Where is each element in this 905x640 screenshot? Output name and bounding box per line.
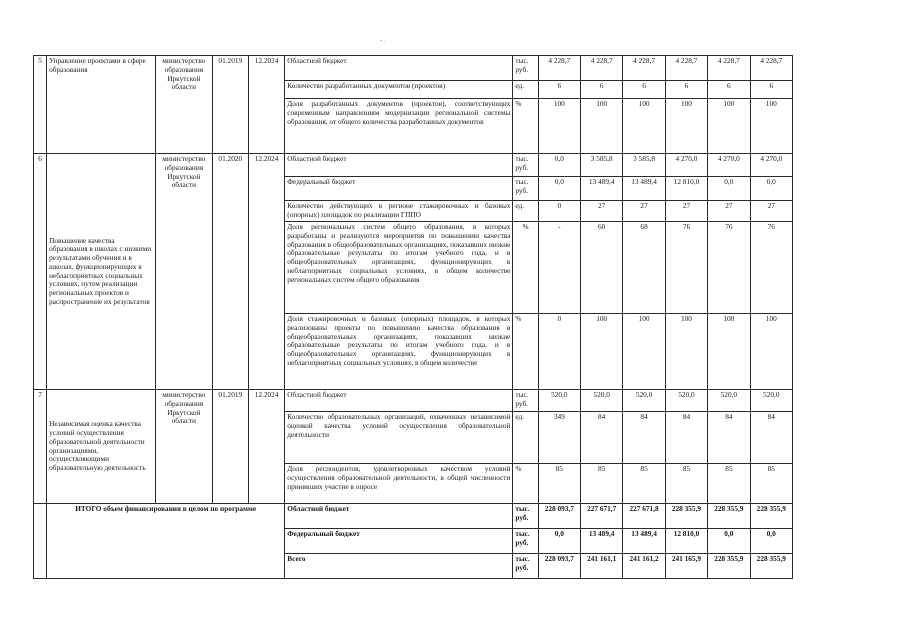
total-line-label: Всего	[285, 554, 513, 579]
unit: тыс. руб.	[513, 390, 538, 412]
value: 228 355,9	[665, 504, 707, 529]
unit: ед.	[513, 81, 538, 99]
value: -	[538, 222, 580, 314]
value: 0,0	[750, 529, 792, 554]
value: 4 228,7	[665, 56, 707, 81]
value: 228 093,7	[538, 554, 580, 579]
indicator-label: Областной бюджет	[285, 56, 513, 81]
value: 4 228,7	[708, 56, 750, 81]
value: 3 585,8	[623, 154, 665, 177]
table-row	[34, 504, 793, 529]
value: 520,0	[750, 390, 792, 412]
value: 100	[750, 99, 792, 154]
end-date: 12.2024	[248, 56, 284, 154]
value: 228 355,9	[750, 554, 792, 579]
executor: министерство образования Иркутской области	[156, 390, 213, 504]
value: 60	[580, 222, 622, 314]
unit: %	[513, 99, 538, 154]
value: 4 270,0	[750, 154, 792, 177]
value: 520,0	[580, 390, 622, 412]
executor: министерство образования Иркутской области	[156, 154, 213, 390]
value: 76	[708, 222, 750, 314]
value: 100	[708, 314, 750, 390]
value: 0,0	[750, 177, 792, 201]
unit: тыс. руб.	[513, 554, 538, 579]
indicator-label: Доля региональных систем общего образования, в которых разработаны и реализуются мероприятия по повышению качества образования в общеобразовательных организациях, показавших низкие образовательные результаты по итогам учебного года, и в общеобразовательных организациях, функционирующих в неблагоприятных социальных условиях, в общем количестве региональных систем общего образования	[285, 222, 513, 314]
value: 4 228,7	[623, 56, 665, 81]
value: 76	[750, 222, 792, 314]
unit: %	[513, 222, 538, 314]
executor: министерство образования Иркутской области	[156, 56, 213, 154]
value: 228 355,9	[708, 504, 750, 529]
start-date: 01.2019	[212, 56, 248, 154]
total-blank	[34, 504, 47, 579]
value: 6	[750, 81, 792, 99]
unit: ед.	[513, 412, 538, 464]
value: 0	[538, 201, 580, 222]
value: 100	[580, 314, 622, 390]
indicator-label: Доля респондентов, удовлетворенных качеством условий осуществления образовательной деятельности, в общей численности принявших участие в опросе	[285, 464, 513, 504]
value: 84	[623, 412, 665, 464]
unit: тыс. руб.	[513, 177, 538, 201]
value: 227 671,7	[580, 504, 622, 529]
value: 0,0	[538, 529, 580, 554]
unit: тыс. руб.	[513, 504, 538, 529]
unit: тыс. руб.	[513, 56, 538, 81]
value: 3 585,8	[580, 154, 622, 177]
value: 241 165,9	[665, 554, 707, 579]
value: 0,0	[708, 529, 750, 554]
value: 100	[665, 99, 707, 154]
value: 520,0	[623, 390, 665, 412]
value: 0,0	[708, 177, 750, 201]
value: 84	[708, 412, 750, 464]
value: 0	[538, 314, 580, 390]
value: 520,0	[538, 390, 580, 412]
scan-mark: - .	[380, 36, 386, 44]
value: 85	[750, 464, 792, 504]
value: 4 228,7	[750, 56, 792, 81]
table-row	[34, 390, 793, 412]
activity-name: Управление проектами в сфере образования	[47, 56, 156, 154]
value: 85	[538, 464, 580, 504]
value: 76	[665, 222, 707, 314]
value: 85	[623, 464, 665, 504]
value: 228 355,9	[708, 554, 750, 579]
indicator-label: Доля разработанных документов (проектов), соответствующих современным направлениям модернизации региональной системы образования, от общего количества разработанных документов	[285, 99, 513, 154]
row-number: 6	[34, 154, 47, 390]
indicator-label: Количество образовательных организаций, охваченных независимой оценкой качества условий осуществления образовательной деятельности	[285, 412, 513, 464]
value: 12 810,0	[665, 529, 707, 554]
row-number: 5	[34, 56, 47, 154]
unit: тыс. руб.	[513, 529, 538, 554]
table-row	[34, 154, 793, 177]
value: 27	[580, 201, 622, 222]
indicator-label: Областной бюджет	[285, 390, 513, 412]
value: 100	[750, 314, 792, 390]
value: 228 355,9	[750, 504, 792, 529]
value: 241 161,1	[580, 554, 622, 579]
total-line-label: Федеральный бюджет	[285, 529, 513, 554]
value: 84	[580, 412, 622, 464]
value: 27	[750, 201, 792, 222]
indicator-label: Количество разработанных документов (проектов)	[285, 81, 513, 99]
value: 27	[623, 201, 665, 222]
value: 100	[665, 314, 707, 390]
indicator-label: Доля стажировочных и базовых (опорных) площадок, в которых реализованы проекты по повышению качества образования в общеобразовательных организациях, показавших низкие образовательные результаты по итогам учебного года, и в общеобразовательных организациях, функционирующих в неблагоприятных социальных условиях, в общем количестве	[285, 314, 513, 390]
value: 6	[708, 81, 750, 99]
value: 4 228,7	[580, 56, 622, 81]
value: 13 489,4	[623, 177, 665, 201]
value: 13 489,4	[580, 529, 622, 554]
program-table	[33, 55, 793, 579]
value: 0,0	[538, 154, 580, 177]
value: 6	[665, 81, 707, 99]
unit: ед.	[513, 201, 538, 222]
value: 100	[623, 314, 665, 390]
activity-name: Независимая оценка качества условий осуществления образовательной деятельности организациями, осуществляющими образовательную деятельность	[47, 390, 156, 504]
value: 84	[750, 412, 792, 464]
value: 228 093,7	[538, 504, 580, 529]
value: 85	[708, 464, 750, 504]
row-number: 7	[34, 390, 47, 504]
indicator-label: Количество действующих в регионе стажировочных и базовых (опорных) площадок по реализации ГППО	[285, 201, 513, 222]
value: 12 810,0	[665, 177, 707, 201]
unit: %	[513, 314, 538, 390]
unit: %	[513, 464, 538, 504]
indicator-label: Федеральный бюджет	[285, 177, 513, 201]
value: 241 161,2	[623, 554, 665, 579]
value: 227 671,8	[623, 504, 665, 529]
value: 13 489,4	[580, 177, 622, 201]
value: 4 270,0	[708, 154, 750, 177]
value: 520,0	[708, 390, 750, 412]
start-date: 01.2020	[212, 154, 248, 390]
value: 85	[665, 464, 707, 504]
table-row	[34, 56, 793, 81]
indicator-label: Областной бюджет	[285, 154, 513, 177]
value: 6	[623, 81, 665, 99]
start-date: 01.2019	[212, 390, 248, 504]
value: 6	[580, 81, 622, 99]
value: 68	[623, 222, 665, 314]
value: 100	[623, 99, 665, 154]
end-date: 12.2024	[248, 390, 284, 504]
value: 27	[708, 201, 750, 222]
value: 4 270,0	[665, 154, 707, 177]
value: 4 228,7	[538, 56, 580, 81]
value: 100	[708, 99, 750, 154]
value: 349	[538, 412, 580, 464]
value: 13 489,4	[623, 529, 665, 554]
value: 520,0	[665, 390, 707, 412]
value: 0,0	[538, 177, 580, 201]
end-date: 12.2024	[248, 154, 284, 390]
activity-name: Повышение качества образования в школах с низкими результатами обучения и в школах, функционирующих в неблагоприятных социальных условиях, путем реализации региональных проектов и распространение их результатов	[47, 154, 156, 390]
value: 85	[580, 464, 622, 504]
value: 100	[580, 99, 622, 154]
value: 27	[665, 201, 707, 222]
unit: тыс. руб.	[513, 154, 538, 177]
value: 84	[665, 412, 707, 464]
total-line-label: Областной бюджет	[285, 504, 513, 529]
total-label: ИТОГО объем финансирования в целом по программе	[47, 504, 285, 579]
value: 6	[538, 81, 580, 99]
value: 100	[538, 99, 580, 154]
